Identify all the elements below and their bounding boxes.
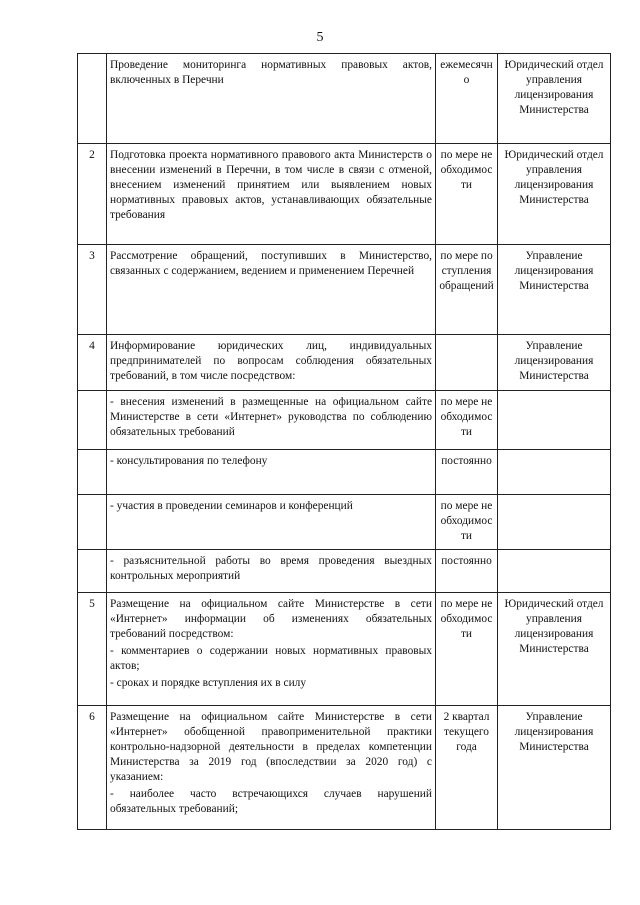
- plan-table: [77, 53, 611, 830]
- responsible-cell: Управление лицензирования Министерства: [498, 706, 611, 830]
- term-cell: постоянно: [436, 550, 498, 593]
- term-cell: 2 квартал текущего года: [436, 706, 498, 830]
- row-number: [78, 550, 107, 593]
- action-subitem: - комментариев о содержании новых нормативных правовых актов;: [110, 645, 432, 672]
- action-cell: - участия в проведении семинаров и конференций: [107, 495, 436, 550]
- responsible-cell: Юридический отдел управления лицензирования Министерства: [498, 593, 611, 706]
- table-row: [78, 245, 611, 335]
- table-row: [78, 495, 611, 550]
- term-cell: по мере необходимости: [436, 495, 498, 550]
- responsible-cell: Юридический отдел управления лицензирования Министерства: [498, 54, 611, 144]
- action-cell: Проведение мониторинга нормативных правовых актов, включенных в Перечни: [107, 54, 436, 144]
- row-number: 4: [78, 335, 107, 391]
- term-cell: [436, 335, 498, 391]
- action-subitem: - сроках и порядке вступления их в силу: [110, 677, 307, 689]
- row-number: [78, 391, 107, 450]
- row-number: [78, 450, 107, 495]
- table-row: [78, 391, 611, 450]
- action-cell: Рассмотрение обращений, поступивших в Министерство, связанных с содержанием, ведением и применением Перечней: [107, 245, 436, 335]
- responsible-cell: [498, 550, 611, 593]
- row-number: 2: [78, 144, 107, 245]
- row-number: 3: [78, 245, 107, 335]
- term-cell: по мере поступления обращений: [436, 245, 498, 335]
- table-row: [78, 550, 611, 593]
- responsible-cell: Юридический отдел управления лицензирования Министерства: [498, 144, 611, 245]
- row-number: [78, 54, 107, 144]
- term-cell: по мере необходимости: [436, 391, 498, 450]
- action-cell: [107, 593, 436, 706]
- action-cell: [107, 706, 436, 830]
- table-row: [78, 335, 611, 391]
- table-row: [78, 706, 611, 830]
- row-number: 6: [78, 706, 107, 830]
- responsible-cell: [498, 391, 611, 450]
- action-cell: - внесения изменений в размещенные на официальном сайте Министерстве в сети «Интернет» руководства по соблюдению обязательных требований: [107, 391, 436, 450]
- action-cell: Информирование юридических лиц, индивидуальных предпринимателей по вопросам соблюдения обязательных требований, в том числе посредством:: [107, 335, 436, 391]
- term-cell: ежемесячно: [436, 54, 498, 144]
- table-row: [78, 54, 611, 144]
- action-cell: - разъяснительной работы во время проведения выездных контрольных мероприятий: [107, 550, 436, 593]
- table-row: [78, 593, 611, 706]
- responsible-cell: Управление лицензирования Министерства: [498, 335, 611, 391]
- action-subitem: - наиболее часто встречающихся случаев нарушений обязательных требований;: [110, 788, 432, 815]
- row-number: 5: [78, 593, 107, 706]
- action-cell: - консультирования по телефону: [107, 450, 436, 495]
- responsible-cell: Управление лицензирования Министерства: [498, 245, 611, 335]
- table-row: [78, 450, 611, 495]
- action-text: Размещение на официальном сайте Министерстве в сети «Интернет» информации об изменениях обязательных требований посредством:: [110, 598, 432, 640]
- row-number: [78, 495, 107, 550]
- term-cell: по мере необходимости: [436, 144, 498, 245]
- term-cell: по мере необходимости: [436, 593, 498, 706]
- table-row: [78, 144, 611, 245]
- responsible-cell: [498, 450, 611, 495]
- action-text: Размещение на официальном сайте Министерстве в сети «Интернет» обобщенной правоприменительной практики контрольно-надзорной деятельности в пределах компетенции Министерства за 2019 год (впоследствии за 2020 год) с указанием:: [110, 711, 432, 783]
- action-cell: Подготовка проекта нормативного правового акта Министерств о внесении изменений в Перечни, в том числе в связи с отменой, внесением изменений принятием или выявлением новых нормативных правовых актов, устанавливающих обязательные требования: [107, 144, 436, 245]
- responsible-cell: [498, 495, 611, 550]
- term-cell: постоянно: [436, 450, 498, 495]
- page-number: 5: [316, 30, 324, 45]
